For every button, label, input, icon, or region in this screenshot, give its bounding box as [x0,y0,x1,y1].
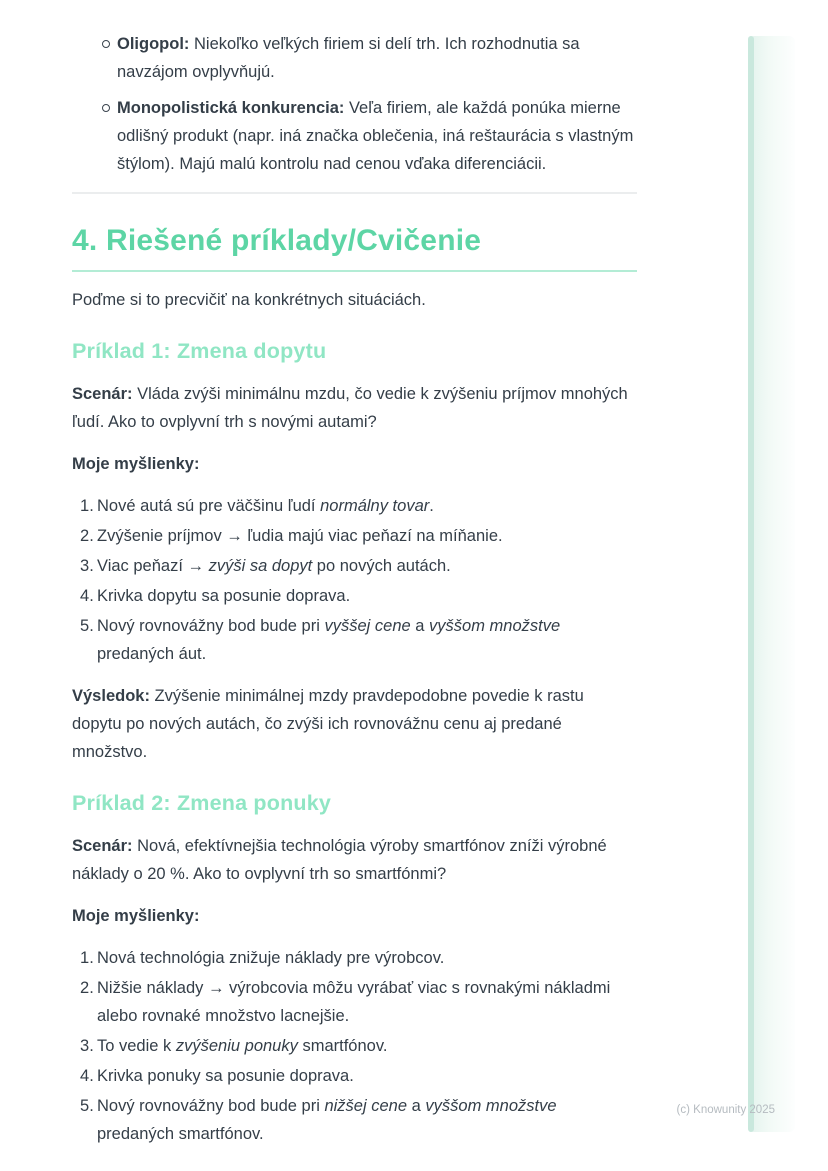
circle-bullet-icon [102,104,110,112]
list-item: Zvýšenie príjmov → ľudia majú viac peňazí na míňanie. [97,527,503,545]
example-1-heading: Príklad 1: Zmena dopytu [72,339,327,363]
bullet-text: Monopolistická konkurencia: Veľa firiem, ale každá ponúka mierne odlišný produkt (napr. iná značka oblečenia, iná reštaurácia s vlastným štýlom). Majú malú kontrolu nad cenou vďaka diferenciácii. [117,99,634,173]
circle-bullet-icon [102,40,110,48]
list-item: Krivka ponuky sa posunie doprava. [97,1067,354,1085]
list-item: To vedie k zvýšeniu ponuky smartfónov. [97,1037,388,1055]
list-item: Nižšie náklady → výrobcovia môžu vyrábať viac s rovnakými nákladmi alebo rovnaké množstvo lacnejšie. [97,979,611,1025]
example-1-section [72,336,637,766]
scrollbar-thumb[interactable] [748,36,754,1132]
section-divider [72,192,637,194]
example-1-scenario: Scenár: Vláda zvýši minimálnu mzdu, čo vedie k zvýšeniu príjmov mnohých ľudí. Ako to ovplyvní trh s novými autami? [72,385,628,431]
list-item: Krivka dopytu sa posunie doprava. [97,587,351,605]
example-2-section [72,788,637,1148]
scrollbar-track[interactable] [748,36,795,1132]
example-1-steps-list [72,492,637,668]
section-heading: 4. Riešené príklady/Cvičenie [72,222,637,272]
list-item: Viac peňazí → zvýši sa dopyt po nových autách. [97,557,451,575]
list-item [117,30,637,86]
section-intro: Poďme si to precvičiť na konkrétnych situáciách. [72,291,426,309]
example-2-heading: Príklad 2: Zmena ponuky [72,791,332,815]
example-2-steps-list [72,944,637,1148]
example-2-scenario: Scenár: Nová, efektívnejšia technológia výroby smartfónov zníži výrobné náklady o 20 %. Ako to ovplyvní trh so smartfónmi? [72,837,607,883]
list-item: Nový rovnovážny bod bude pri nižšej cene a vyššom množstve predaných smartfónov. [97,1097,557,1143]
list-item: Nová technológia znižuje náklady pre výrobcov. [97,949,445,967]
market-types-list [72,30,637,178]
bullet-text: Oligopol: Niekoľko veľkých firiem si delí trh. Ich rozhodnutia sa navzájom ovplyvňujú. [117,35,580,81]
document-content [72,0,637,1162]
example-1-thoughts-label: Moje myšlienky: [72,455,200,473]
example-1-result: Výsledok: Zvýšenie minimálnej mzdy pravdepodobne povedie k rastu dopytu po nových autách, čo zvýši ich rovnovážnu cenu aj predané množstvo. [72,687,584,761]
list-item: Nový rovnovážny bod bude pri vyššej cene a vyššom množstve predaných áut. [97,617,561,663]
copyright-watermark: (c) Knowunity 2025 [676,1104,775,1116]
list-item [117,94,637,178]
example-2-thoughts-label: Moje myšlienky: [72,907,200,925]
list-item: Nové autá sú pre väčšinu ľudí normálny tovar. [97,497,434,515]
